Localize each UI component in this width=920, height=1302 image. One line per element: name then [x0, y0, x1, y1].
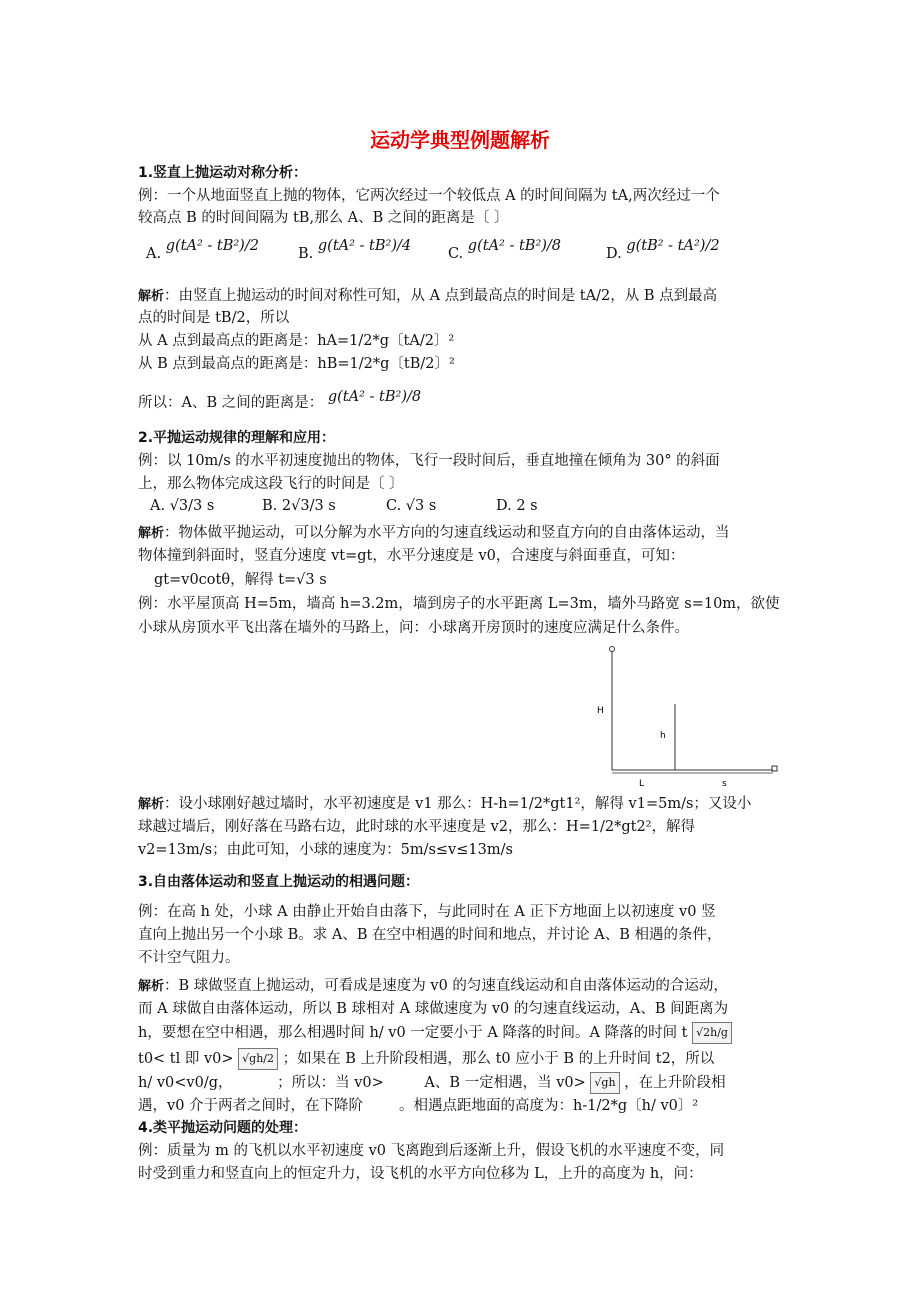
s2-question-line-2: 上，那么物体完成这段飞行的时间是〔 〕 — [138, 476, 404, 492]
section-3-heading: 3.自由落体运动和竖直上抛运动的相遇问题： — [138, 874, 420, 890]
s1-option-a-formula: g(tA² - tB²)/2 — [165, 238, 259, 254]
solution-label: 解析 — [138, 979, 165, 994]
s1-result-formula: g(tA² - tB²)/8 — [327, 389, 422, 405]
solution-label: 解析 — [138, 526, 165, 541]
s3-solution-line-4: t0< tl 即 v0> √gh/2 ；如果在 B 上升阶段相遇，那么 t0 应小于 B 的上升时间 t2，所以 — [138, 1048, 714, 1070]
page-title: 运动学典型例题解析 — [370, 128, 550, 152]
label-h: h — [660, 731, 666, 741]
s2-option-d: D. 2 s — [496, 498, 538, 514]
label-H: H — [597, 706, 604, 716]
sqrt-gh: √gh — [590, 1072, 619, 1094]
s2-question-line-3: 例：水平屋顶高 H=5m，墙高 h=3.2m，墙到房子的水平距离 L=3m，墙外马路宽 s=10m，欲使 — [138, 596, 780, 612]
s2-solution-line-6: v2=13m/s；由此可知，小球的速度为：5m/s≤v≤13m/s — [138, 842, 513, 858]
s3-solution-line-5: h/ v0<v0/g， ；所以：当 v0> A、B 一定相遇，当 v0> √gh ，在上升阶段相 — [138, 1072, 726, 1094]
s1-solution-line-3: 从 A 点到最高点的距离是：hA=1/2*g〔tA/2〕² — [138, 333, 455, 349]
s3-question-line-2: 直向上抛出另一个小球 B。求 A、B 在空中相遇的时间和地点，并讨论 A、B 相遇的条件， — [138, 927, 722, 943]
sqrt-2h-over-g: √2h/g — [692, 1022, 732, 1044]
s1-question-line-2: 较高点 B 的时间间隔为 tB,那么 A、B 之间的距离是〔 〕 — [138, 210, 509, 226]
s3-solution-line-1: 解析：B 球做竖直上抛运动，可看成是速度为 v0 的匀速直线运动和自由落体运动的合运动， — [138, 978, 728, 994]
s2-solution-line-5: 球越过墙后，刚好落在马路右边，此时球的水平速度是 v2，那么：H=1/2*gt2²，解得 — [138, 819, 696, 835]
s3-solution-line-6: 遇，v0 介于两者之间时，在下降阶 。相遇点距地面的高度为：h-1/2*g〔h/ v0〕² — [138, 1098, 699, 1114]
ball-marker — [610, 647, 615, 652]
s2-solution-line-1: 解析：物体做平抛运动，可以分解为水平方向的匀速直线运动和竖直方向的自由落体运动，当 — [138, 525, 730, 541]
label-L: L — [639, 779, 645, 789]
s1-option-c-formula: g(tA² - tB²)/8 — [467, 238, 562, 254]
s1-question-line-1: 例：一个从地面竖直上抛的物体，它两次经过一个较低点 A 的时间间隔为 tA,两次经过一个 — [138, 188, 720, 204]
s4-question-line-1: 例：质量为 m 的飞机以水平初速度 v0 飞离跑到后逐渐上升，假设飞机的水平速度不变，同 — [138, 1143, 725, 1159]
s1-option-d: D. g(tB² - tA²)/2 — [606, 238, 720, 262]
s3-question-line-3: 不计空气阻力。 — [138, 950, 240, 966]
s4-question-line-2: 时受到重力和竖直向上的恒定升力，设飞机的水平方向位移为 L，上升的高度为 h，问： — [138, 1166, 703, 1182]
label-s: s — [722, 779, 727, 789]
s2-question-line-4: 小球从房顶水平飞出落在墙外的马路上，问：小球离开房顶时的速度应满足什么条件。 — [138, 620, 689, 636]
s2-solution-line-3: gt=v0cotθ，解得 t=√3 s — [154, 572, 327, 588]
s1-solution-line-2: 点的时间是 tB/2，所以 — [138, 310, 290, 326]
solution-label: 解析 — [138, 797, 165, 812]
s3-solution-line-3: h，要想在空中相遇，那么相遇时间 h/ v0 一定要小于 A 降落的时间。A 降落的时间 t √2h/g — [138, 1022, 732, 1044]
s2-option-a: A. √3/3 s — [150, 498, 215, 514]
s1-solution-line-1: 解析：由竖直上抛运动的时间对称性可知，从 A 点到最高点的时间是 tA/2，从 B 点到最高 — [138, 288, 718, 304]
s1-option-d-formula: g(tB² - tA²)/2 — [626, 238, 720, 254]
s1-option-b-formula: g(tA² - tB²)/4 — [317, 238, 412, 254]
wall-diagram — [585, 642, 785, 792]
s3-question-line-1: 例：在高 h 处，小球 A 由静止开始自由落下，与此同时在 A 正下方地面上以初速度 v0 竖 — [138, 904, 716, 920]
sqrt-gh-over-2: √gh/2 — [238, 1048, 278, 1070]
s2-solution-line-4: 解析：设小球刚好越过墙时，水平初速度是 v1 那么：H-h=1/2*gt1²，解得 v1=5m/s；又设小 — [138, 796, 752, 812]
s2-option-b: B. 2√3/3 s — [262, 498, 336, 514]
section-2-heading: 2.平抛运动规律的理解和应用： — [138, 430, 336, 446]
solution-label: 解析 — [138, 289, 165, 304]
s1-solution-line-4: 从 B 点到最高点的距离是：hB=1/2*g〔tB/2〕² — [138, 356, 455, 372]
s1-solution-line-5: 所以：A、B 之间的距离是： g(tA² - tB²)/8 — [138, 389, 422, 411]
s2-question-line-1: 例：以 10m/s 的水平初速度抛出的物体，飞行一段时间后，垂直地撞在倾角为 30° 的斜面 — [138, 453, 720, 469]
section-4-heading: 4.类平抛运动问题的处理： — [138, 1120, 308, 1136]
s2-solution-line-2: 物体撞到斜面时，竖直分速度 vt=gt，水平分速度是 v0，合速度与斜面垂直，可知： — [138, 548, 685, 564]
s2-option-c: C. √3 s — [386, 498, 437, 514]
section-1-heading: 1.竖直上抛运动对称分析： — [138, 165, 308, 181]
s1-option-a: A. g(tA² - tB²)/2 — [146, 238, 259, 262]
s1-option-b: B. g(tA² - tB²)/4 — [298, 238, 412, 262]
s1-option-c: C. g(tA² - tB²)/8 — [448, 238, 562, 262]
s3-solution-line-2: 而 A 球做自由落体运动，所以 B 球相对 A 球做速度为 v0 的匀速直线运动，A、B 间距离为 — [138, 1001, 729, 1017]
